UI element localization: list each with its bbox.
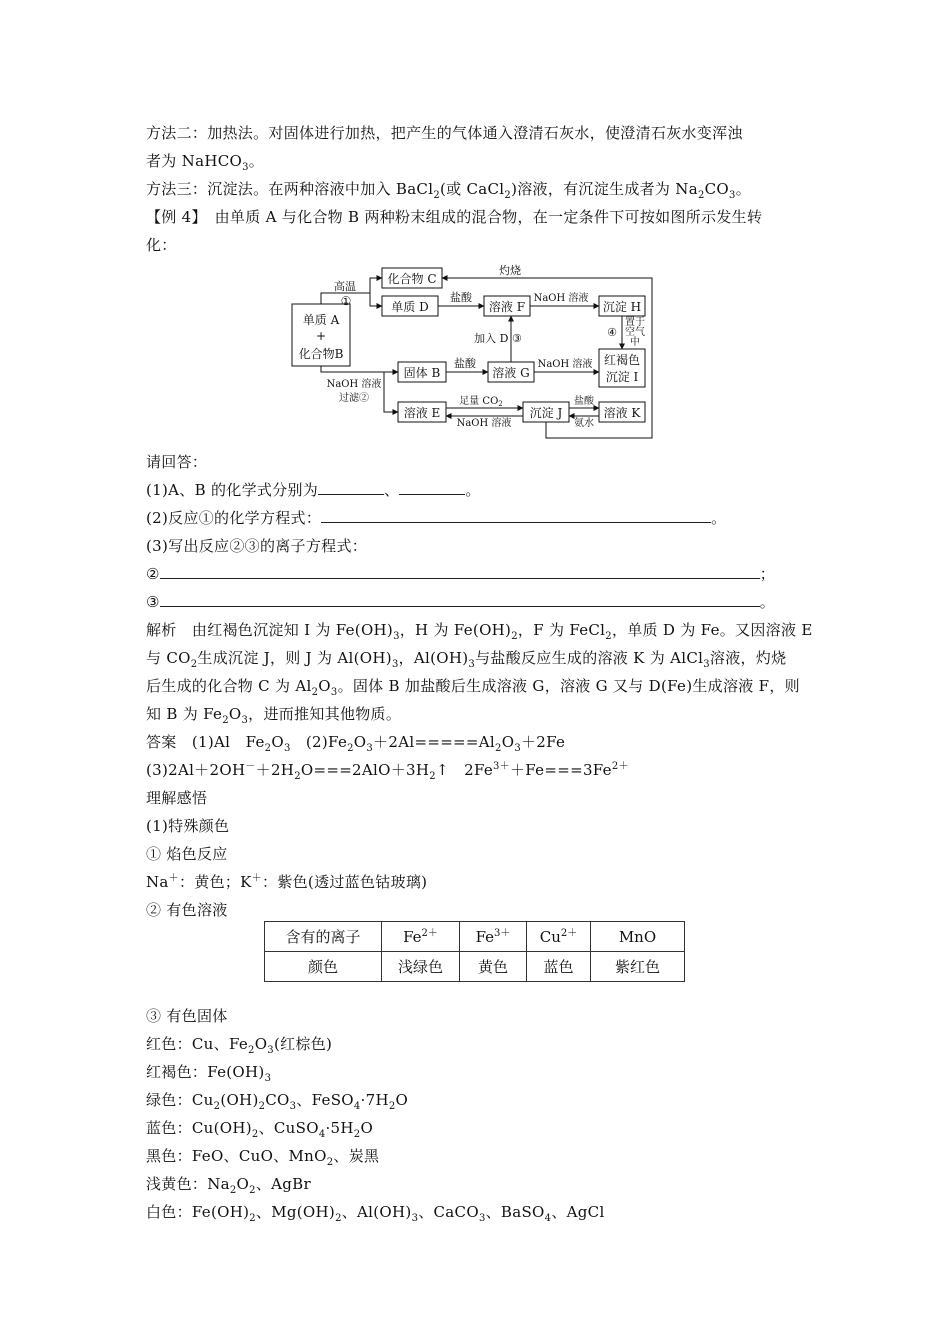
table-cell: $Cu^{2+}$ [527,922,591,952]
text-J: 沉淀 J [529,406,563,420]
answer-line-2: ② ； [146,565,776,583]
table-header-cell: 含有的离子 [265,922,382,952]
text-C: 化合物 C [387,272,437,286]
method-two-line1: 方法二：加热法。对固体进行加热，把产生的气体通入澄清石灰水，使澄清石灰水变浑浊 [146,124,743,142]
mix-B: 化合物B [298,347,344,361]
table-cell: 蓝色 [527,952,591,982]
text-B: 固体 B [403,366,441,380]
example-4-line1: 【例 4】 由单质 A 与化合物 B 两种粉末组成的混合物，在一定条件下可按如图所示发生转 [146,208,763,226]
label-hcl-1: 盐酸 [450,291,472,304]
conversion-diagram [290,262,660,444]
flame-colors: Na＋：黄色；K＋：紫色(透过蓝色钴玻璃) [146,873,428,891]
solid-paleyellow: 浅黄色：$Na_2O_2$、AgBr [146,1175,311,1196]
text-K: 溶液 K [603,406,641,420]
label-hcl-2: 盐酸 [454,357,476,370]
table-row [265,952,685,982]
solid-white: 白色：$Fe(OH)_2$、$Mg(OH)_2$、$Al(OH)_3$、CaCO$_3$、BaSO$_4$、AgCl [146,1203,605,1224]
table-cell: MnO [591,922,685,952]
q-intro: 请回答： [146,453,208,471]
text-I-2: 沉淀 I [605,370,639,384]
question-3: (3)写出反应②③的离子方程式： [146,537,368,555]
answer-line-3: ③ 。 [146,593,776,611]
analysis-line2: 与 $CO_2$生成沉淀 J，则 J 为 $Al(OH)_3$，$Al(OH)_3$与盐酸反应生成的溶液 K 为 AlCl$_3$溶液，灼烧 [146,649,787,670]
answer-2: $(3)2Al+2OH^-+2H_2O===2AlO+3H_2↑$ $2Fe^{3+}+Fe===3Fe^{2+}$ [146,761,629,782]
mix-A: 单质 A [302,313,340,327]
label-air-1: 置于 [625,317,645,328]
analysis-line1: 解析 由红褐色沉淀知 I 为 $Fe(OH)_3$，H 为 $Fe(OH)_2$，F 为 FeCl$_2$，单质 D 为 Fe。又因溶液 E [146,621,813,642]
label-r1: ① [340,294,352,308]
label-naoh-3: NaOH 溶液 [456,418,512,429]
table-cell: 紫红色 [591,952,685,982]
table-cell: 浅绿色 [382,952,460,982]
label-add-D: 加入 D ③ [474,332,522,345]
answer-1: 答案 (1)Al $Fe_2O_3$ $(2)Fe_2O_3+2Al=====Al_2O_3+2Fe$ [146,733,566,754]
text-G: 溶液 G [492,366,530,380]
table-cell: $Fe^{3+}$ [460,922,527,952]
section-title: 理解感悟 [146,789,208,807]
label-high-temp: 高温 [334,280,356,293]
label-naoh-filter-1: NaOH 溶液 [326,379,382,390]
solid-blue: 蓝色：$Cu(OH)_2$、$CuSO_4\cdot 5H_2O$ [146,1119,374,1140]
table-cell: $Fe^{2+}$ [382,922,460,952]
colored-solution-heading: ② 有色溶液 [146,901,228,919]
method-two-line2: 者为 NaHCO$_3$。 [146,152,265,173]
table-header-cell: 颜色 [265,952,382,982]
solid-red: 红色：Cu、$Fe_2O_3$(红棕色) [146,1035,333,1056]
analysis-line4: 知 B 为 $Fe_2O_3$，进而推知其他物质。 [146,705,402,726]
solid-redbrown: 红褐色：$Fe(OH)_3$ [146,1063,272,1084]
colored-solid-heading: ③ 有色固体 [146,1007,228,1025]
question-2: (2)反应①的化学方程式： 。 [146,509,727,527]
label-air-2: 空气 [625,327,645,338]
label-hcl-3: 盐酸 [574,396,594,407]
question-1: (1)A、B 的化学式分别为 、 。 [146,481,481,499]
mix-plus: + [315,329,327,343]
label-air-3: 中 [630,337,640,348]
analysis-line3: 后生成的化合物 C 为 $Al_2O_3$。固体 B 加盐酸后生成溶液 G，溶液 G 又与 D(Fe)生成溶液 F，则 [146,677,800,698]
text-H: 沉淀 H [602,300,642,314]
label-naoh-filter-2: 过滤② [339,393,369,404]
method-three: 方法三：沉淀法。在两种溶液中加入 BaCl$_2$(或 CaCl$_2$)溶液，有沉淀生成者为 $Na_2CO_3$。 [146,180,751,201]
label-naoh-1: NaOH 溶液 [533,293,589,304]
text-E: 溶液 E [403,406,441,420]
label-r4: ④ [607,326,617,339]
text-D: 单质 D [391,300,429,314]
label-burn: 灼烧 [499,264,521,277]
table-cell: 黄色 [460,952,527,982]
solid-black: 黑色：FeO、CuO、MnO$_2$、炭黑 [146,1147,380,1168]
label-naoh-2: NaOH 溶液 [537,359,593,370]
table-row [265,922,685,952]
solid-green: 绿色：$Cu_2(OH)_2CO_3$、$FeSO_4\cdot 7H_2O$ [146,1091,409,1112]
special-colors: (1)特殊颜色 [146,817,230,835]
text-I-1: 红褐色 [603,353,641,367]
example-4-line2: 化： [146,236,177,254]
ion-color-table [264,921,685,982]
text-F: 溶液 F [488,300,526,314]
label-ammonia: 氨水 [574,418,594,429]
label-co2: 足量 $CO_2$ [459,396,503,408]
flame-heading: ① 焰色反应 [146,845,228,863]
